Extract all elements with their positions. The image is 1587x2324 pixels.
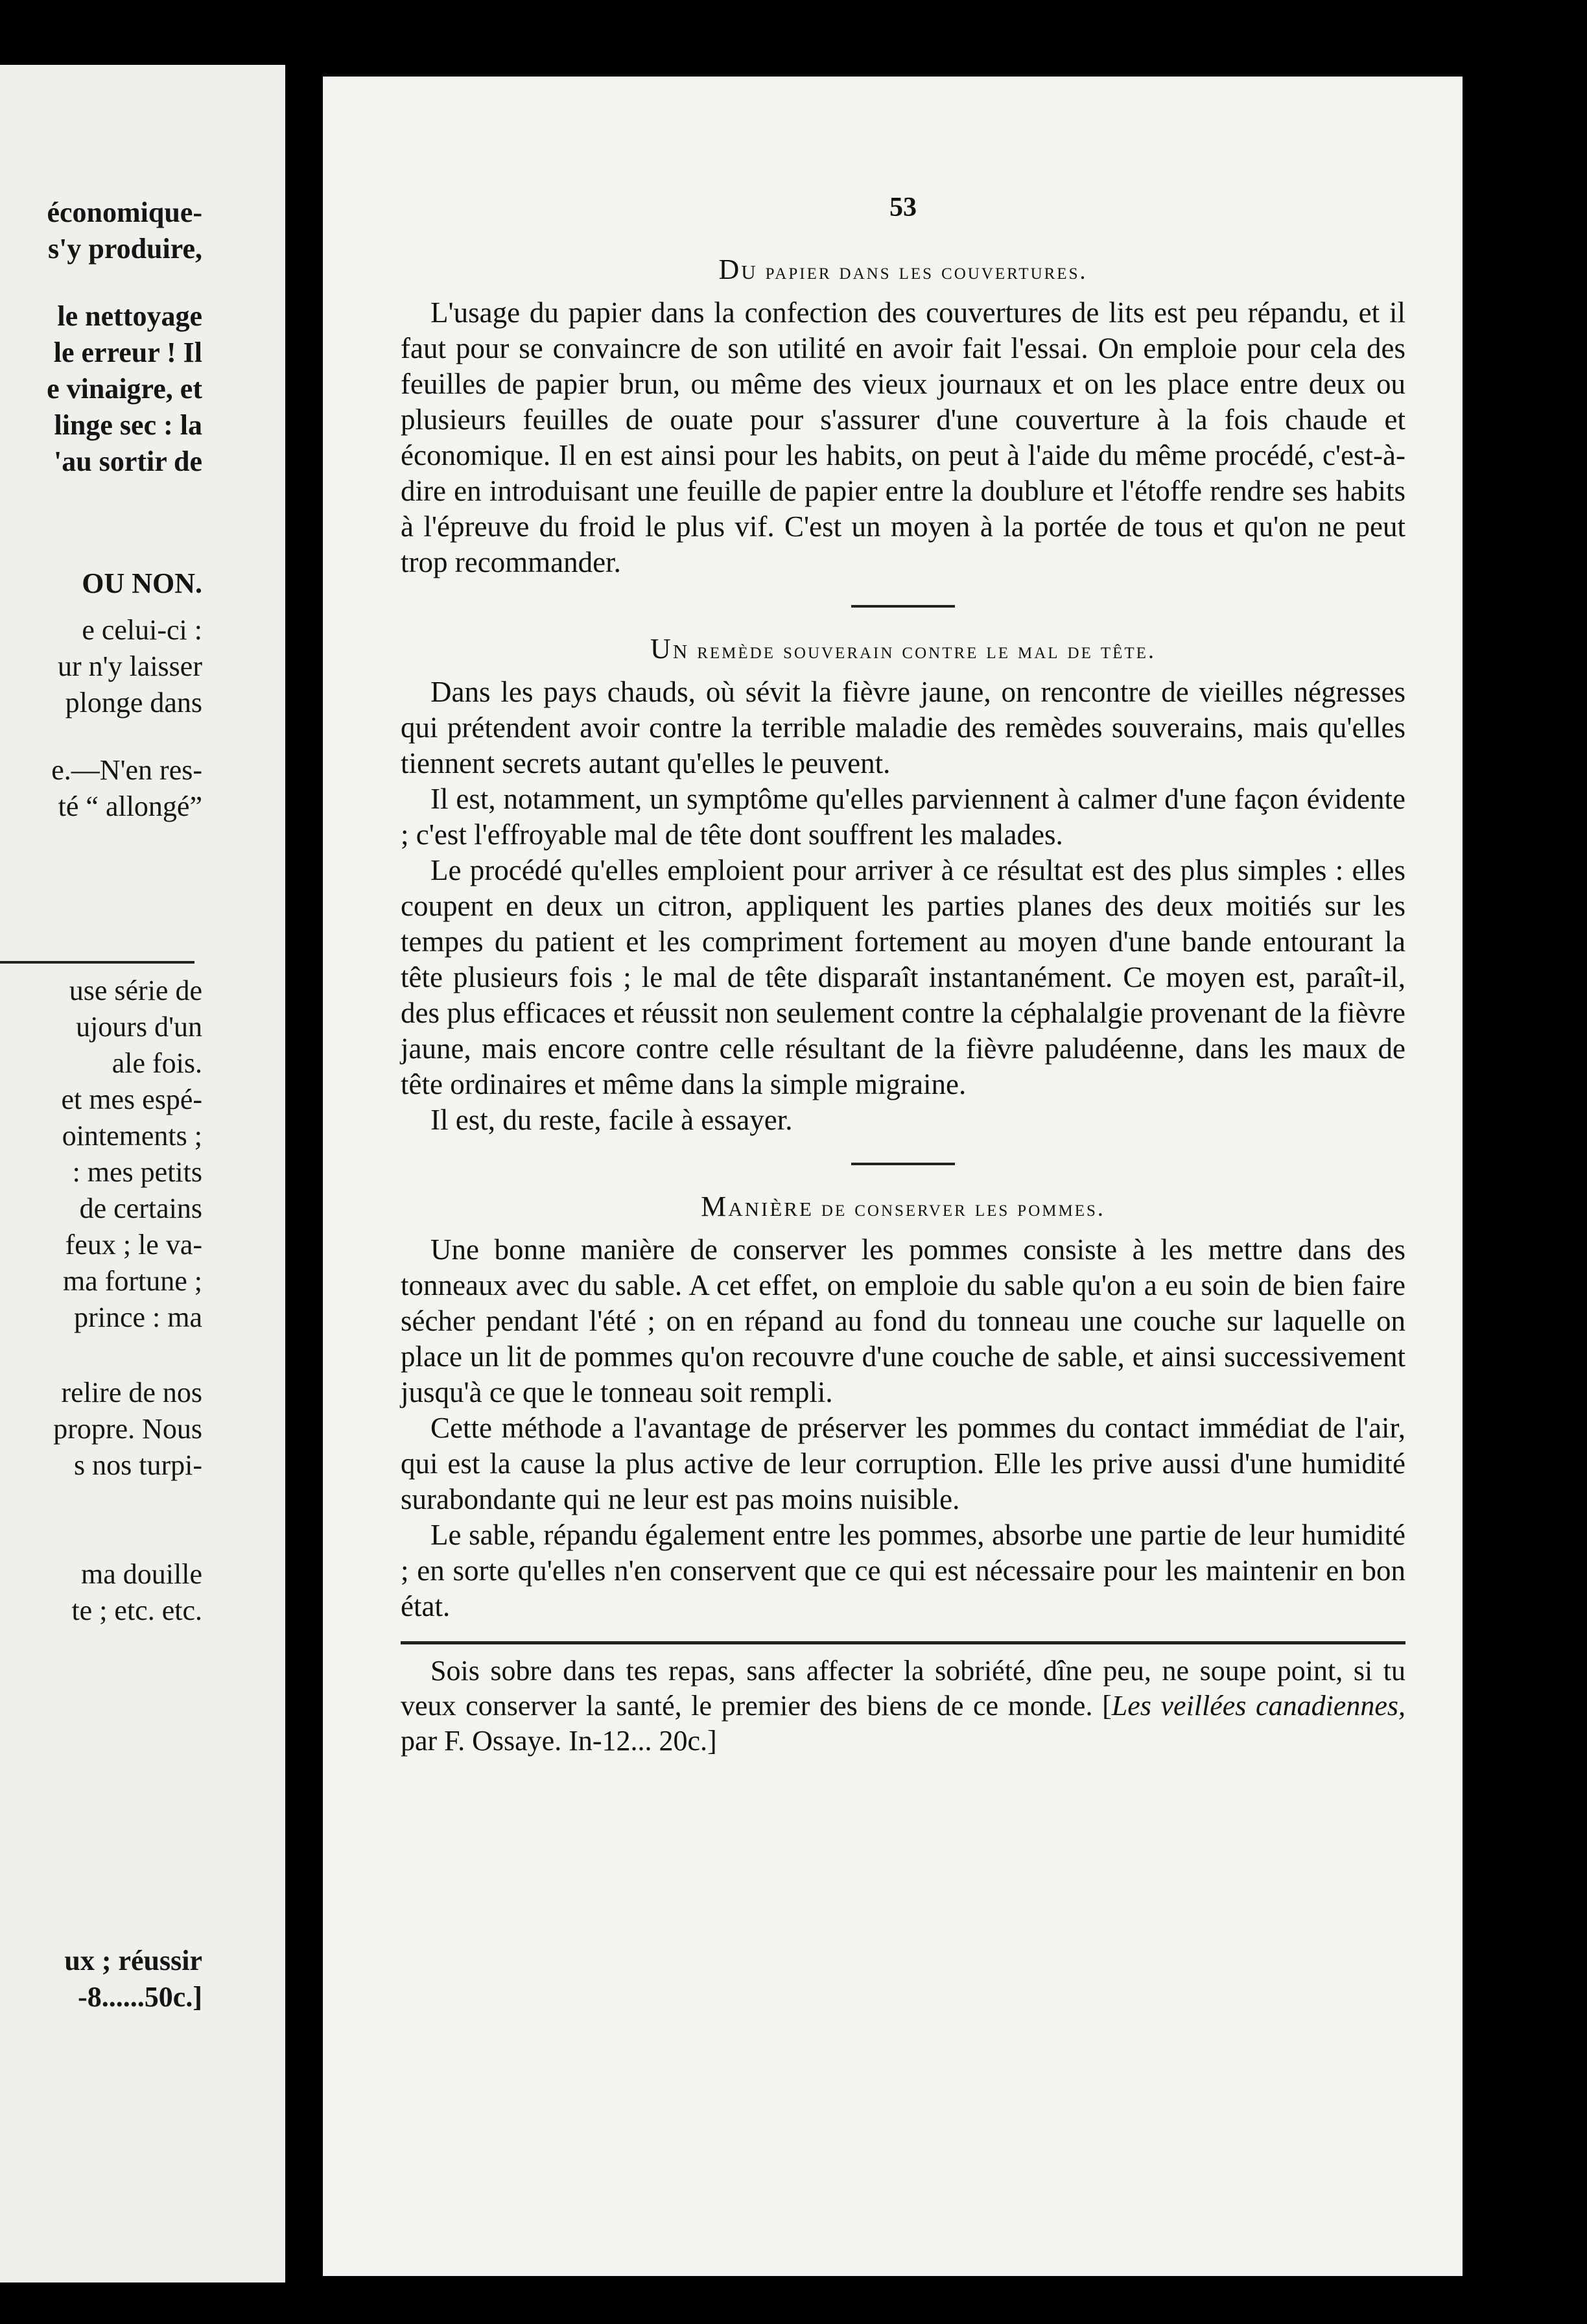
left-column-line: : mes petits	[72, 1156, 202, 1188]
left-column-line: ur n'y laisser	[58, 650, 202, 682]
footer-rule	[401, 1641, 1405, 1644]
section-title	[401, 253, 1405, 286]
left-column-line: feux ; le va-	[65, 1229, 202, 1261]
section-title-first-word: Un	[650, 633, 690, 665]
left-column-line: s'y produire,	[48, 233, 202, 265]
left-column-line: -8......50c.]	[78, 1981, 202, 2013]
left-column-line: linge sec : la	[54, 409, 202, 441]
section-paper-blankets	[401, 253, 1405, 580]
left-column-line: de certains	[79, 1192, 202, 1224]
left-column-line: prince : ma	[74, 1301, 202, 1333]
left-column-line: 'au sortir de	[54, 445, 202, 477]
left-column-line: relire de nos	[61, 1377, 202, 1408]
page-number: 53	[889, 193, 917, 222]
section-title-rest: remède souverain contre le mal de tête.	[697, 637, 1156, 663]
left-column-line: ujours d'un	[76, 1011, 202, 1043]
left-page-fragment	[0, 65, 285, 2282]
paragraph: Dans les pays chauds, où sévit la fièvre jaune, on rencontre de vieilles négresses qui prétendent avoir contre la terrible maladie des remèdes souverains, mais qu'elles tiennent secrets autant qu'elles le peuvent.	[401, 676, 1405, 779]
left-column-line: use série de	[69, 975, 202, 1006]
section-title-first-word: Manière	[701, 1191, 814, 1222]
paragraph: Il est, du reste, facile à essayer.	[430, 1104, 793, 1136]
left-column-line: économique-	[47, 196, 202, 228]
left-column-line: s nos turpi-	[74, 1449, 202, 1481]
section-preserve-apples	[401, 1190, 1405, 1624]
section-title	[401, 632, 1405, 665]
left-column-line: et mes espé-	[61, 1084, 202, 1115]
footer-book-title: Les veillées canadiennes,	[1111, 1690, 1405, 1722]
left-column-line: ointements ;	[62, 1120, 202, 1152]
paragraph: Le sable, répandu également entre les pommes, absorbe une partie de leur humidité ; en sorte qu'elles n'en conservent que ce qui est nécessaire pour les maintenir en bon état.	[401, 1519, 1405, 1622]
left-column-line: OU NON.	[82, 567, 202, 599]
page-content	[401, 192, 1405, 1759]
section-title-first-word: Du	[718, 254, 758, 285]
left-column-line: e vinaigre, et	[47, 373, 202, 405]
left-column-line: ma fortune ;	[62, 1265, 202, 1297]
left-column-line: ale fois.	[112, 1047, 202, 1079]
footer-quote	[401, 1654, 1405, 1759]
left-column-line: le erreur ! Il	[53, 337, 202, 368]
footer-attribution: par F. Ossaye. In-12... 20c.]	[401, 1725, 717, 1757]
left-column-line: te ; etc. etc.	[71, 1595, 202, 1626]
paragraph: Il est, notamment, un symptôme qu'elles parviennent à calmer d'une façon évidente ; c'est l'effroyable mal de tête dont souffrent les malades.	[401, 783, 1405, 851]
section-headache-remedy	[401, 632, 1405, 1138]
section-separator	[851, 605, 955, 608]
paragraph: Une bonne manière de conserver les pommes consiste à les mettre dans des tonneaux avec du sable. A cet effet, on emploie du sable qu'on a eu soin de bien faire sécher pendant l'été ; on en répand au fond du tonneau une couche sur laquelle on place un lit de pommes qu'on recouvre d'une couche de sable, et ainsi successivement jusqu'à ce que le tonneau soit rempli.	[401, 1233, 1405, 1408]
paragraph: Cette méthode a l'avantage de préserver les pommes du contact immédiat de l'air, qui est la cause la plus active de leur corruption. Elle les prive aussi d'une humidité surabondante qui ne leur est pas moins nuisible.	[401, 1412, 1405, 1515]
left-separator-rule	[0, 961, 194, 964]
footer-quote-text: Sois sobre dans tes repas, sans affecter la sobriété, dîne peu, ne soupe point, si tu veux conserver la santé, le premier des biens de ce monde. [	[401, 1655, 1405, 1722]
left-column-line: le nettoyage	[57, 300, 202, 332]
left-column-line: propre. Nous	[53, 1413, 202, 1445]
left-column-line: plonge dans	[65, 687, 202, 718]
right-page	[323, 77, 1463, 2276]
left-column-line: e celui-ci :	[82, 614, 202, 646]
section-title-rest: papier dans les couvertures.	[765, 258, 1088, 284]
left-column-line: ma douille	[81, 1558, 202, 1590]
section-separator	[851, 1163, 955, 1165]
left-column-line: ux ; réussir	[64, 1945, 202, 1976]
left-column-line: e.—N'en res-	[51, 754, 202, 786]
paragraph: L'usage du papier dans la confection des couvertures de lits est peu répandu, et il faut pour se convaincre de son utilité en avoir fait l'essai. On emploie pour cela des feuilles de papier brun, ou même des vieux journaux et on les place entre deux ou plusieurs feuilles de ouate pour s'assurer d'une couverture à la fois chaude et économique. Il en est ainsi pour les habits, on peut à l'aide du même procédé, c'est-à-dire en introduisant une feuille de papier entre la doublure et l'étoffe rendre ses habits à l'épreuve du froid le plus vif. C'est un moyen à la portée de tous et qu'on ne peut trop recommander.	[401, 296, 1405, 578]
left-column-line: té “ allongé”	[58, 790, 202, 822]
section-title	[401, 1190, 1405, 1223]
section-title-rest: de conserver les pommes.	[821, 1195, 1105, 1221]
paragraph: Le procédé qu'elles emploient pour arriver à ce résultat est des plus simples : elles coupent en deux un citron, appliquent les parties planes des deux moitiés sur les tempes du patient et les compriment fortement au moyen d'une bande entourant la tête plusieurs fois ; le mal de tête disparaît instantanément. Ce moyen est, paraît-il, des plus efficaces et réussit non seulement contre la céphalalgie provenant de la fièvre jaune, mais encore contre celle résultant de la fièvre paludéenne, dans les maux de tête ordinaires et même dans la simple migraine.	[401, 854, 1405, 1100]
